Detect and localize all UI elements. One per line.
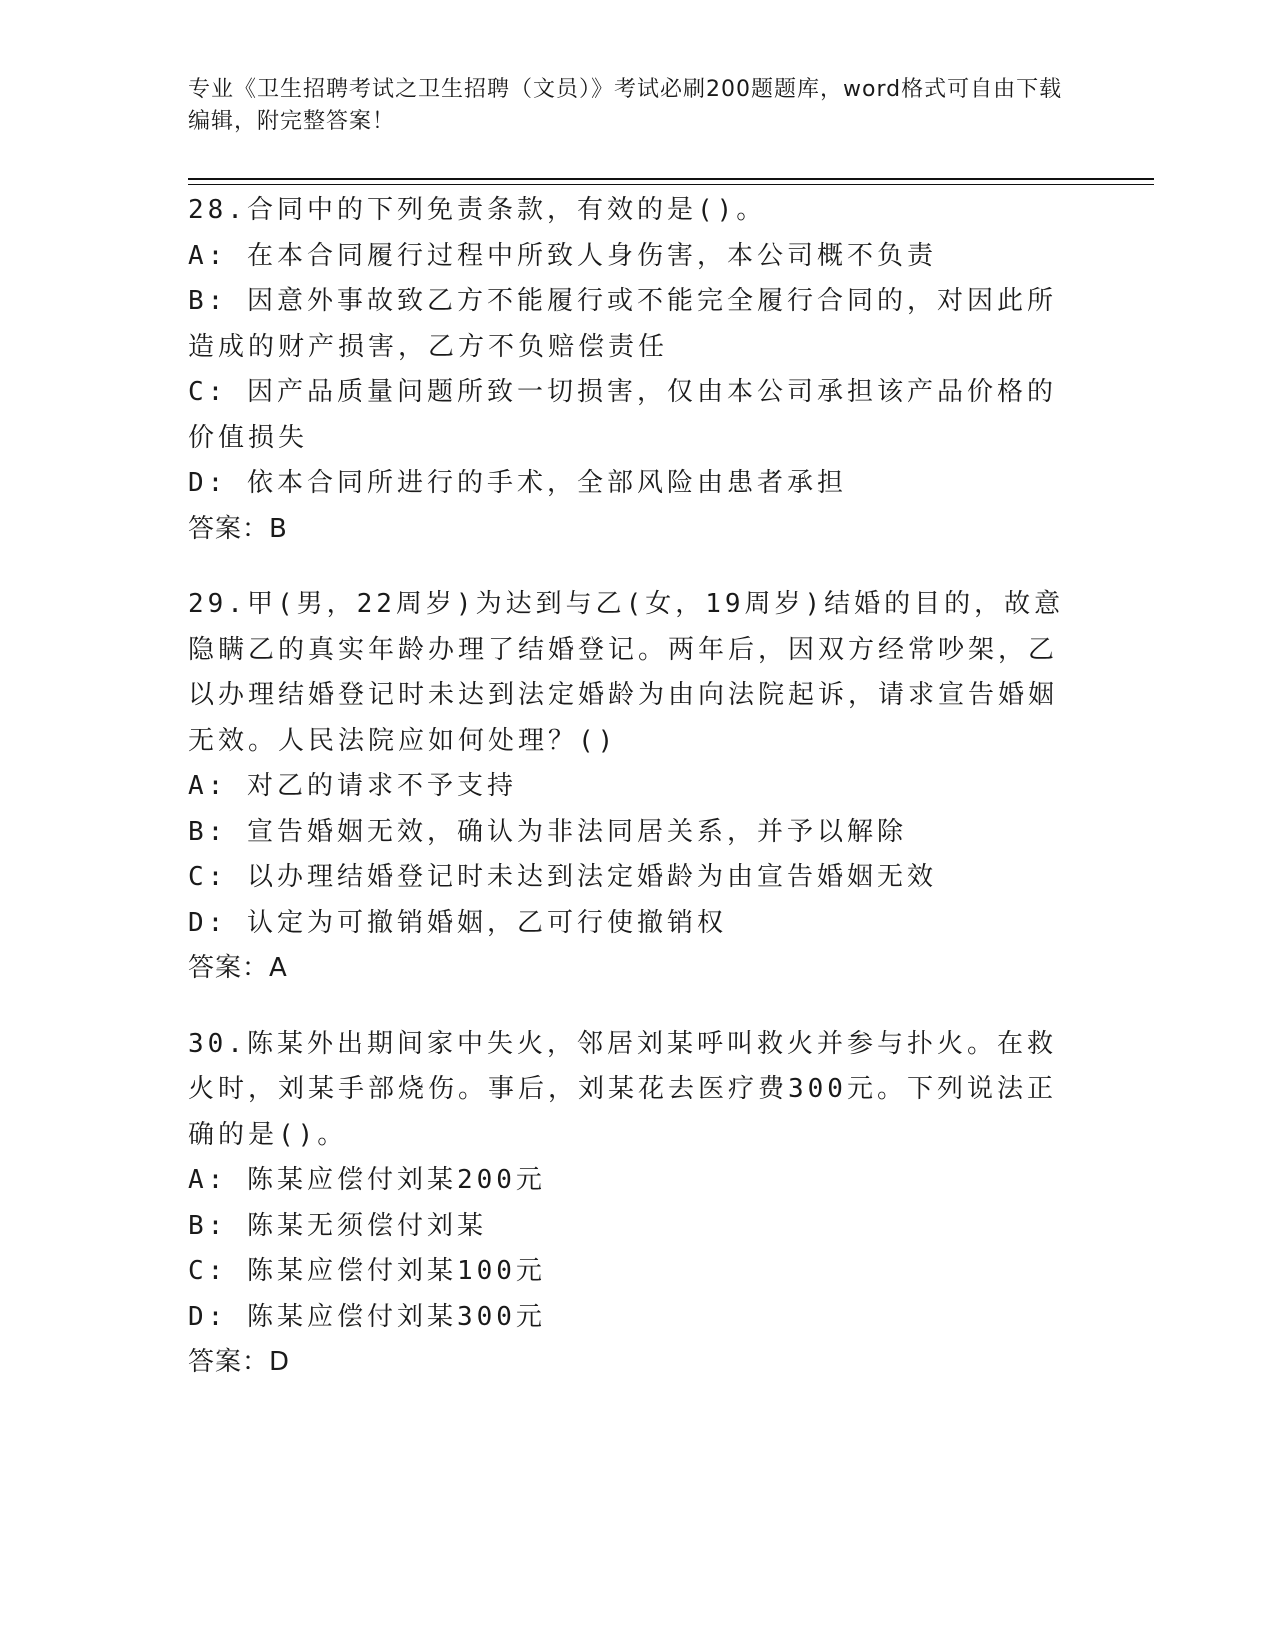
option-a: A: 陈某应偿付刘某200元 <box>188 1165 546 1195</box>
option-c: C: 因产品质量问题所致一切损害，仅由本公司承担该产品价格的价值损失 <box>188 377 1057 453</box>
option-d: D: 认定为可撤销婚姻，乙可行使撤销权 <box>188 907 727 938</box>
option-d: D: 依本合同所进行的手术，全部风险由患者承担 <box>188 468 847 498</box>
answer-label: 答案：D <box>188 1347 291 1377</box>
header-divider-thick <box>188 178 1154 180</box>
header-title: 专业《卫生招聘考试之卫生招聘（文员）》考试必刷200题题库，word格式可自由下载编辑，附完整答案！ <box>188 77 1063 134</box>
option-b: B: 宣告婚姻无效，确认为非法同居关系，并予以解除 <box>188 816 907 847</box>
question-30 <box>188 1022 1078 1386</box>
option-c: C: 陈某应偿付刘某100元 <box>188 1256 546 1286</box>
option-c: C: 以办理结婚登记时未达到法定婚龄为由宣告婚姻无效 <box>188 862 937 892</box>
header-divider-thin <box>188 184 1154 185</box>
answer-label: 答案：B <box>188 513 288 544</box>
option-b: B: 陈某无须偿付刘某 <box>188 1210 487 1241</box>
question-stem: 30.陈某外出期间家中失火，邻居刘某呼叫救火并参与扑火。在救火时，刘某手部烧伤。事后，刘某花去医疗费300元。下列说法正确的是()。 <box>188 1028 1057 1150</box>
option-b: B: 因意外事故致乙方不能履行或不能完全履行合同的，对因此所造成的财产损害，乙方不负赔偿责任 <box>188 286 1057 362</box>
answer-label: 答案：A <box>188 953 288 983</box>
question-29 <box>188 582 1078 992</box>
question-stem: 28.合同中的下列免责条款，有效的是()。 <box>188 195 767 225</box>
question-list <box>188 188 1078 1416</box>
question-28 <box>188 188 1078 552</box>
document-header <box>188 74 1068 138</box>
option-a: A: 在本合同履行过程中所致人身伤害，本公司概不负责 <box>188 240 937 271</box>
question-stem: 29.甲(男，22周岁)为达到与乙(女，19周岁)结婚的目的，故意隐瞒乙的真实年龄办理了结婚登记。两年后，因双方经常吵架，乙以办理结婚登记时未达到法定婚龄为由向法院起诉，请求宣告婚姻无效。人民法院应如何处理？() <box>188 589 1065 756</box>
option-a: A: 对乙的请求不予支持 <box>188 771 517 801</box>
option-d: D: 陈某应偿付刘某300元 <box>188 1301 546 1332</box>
